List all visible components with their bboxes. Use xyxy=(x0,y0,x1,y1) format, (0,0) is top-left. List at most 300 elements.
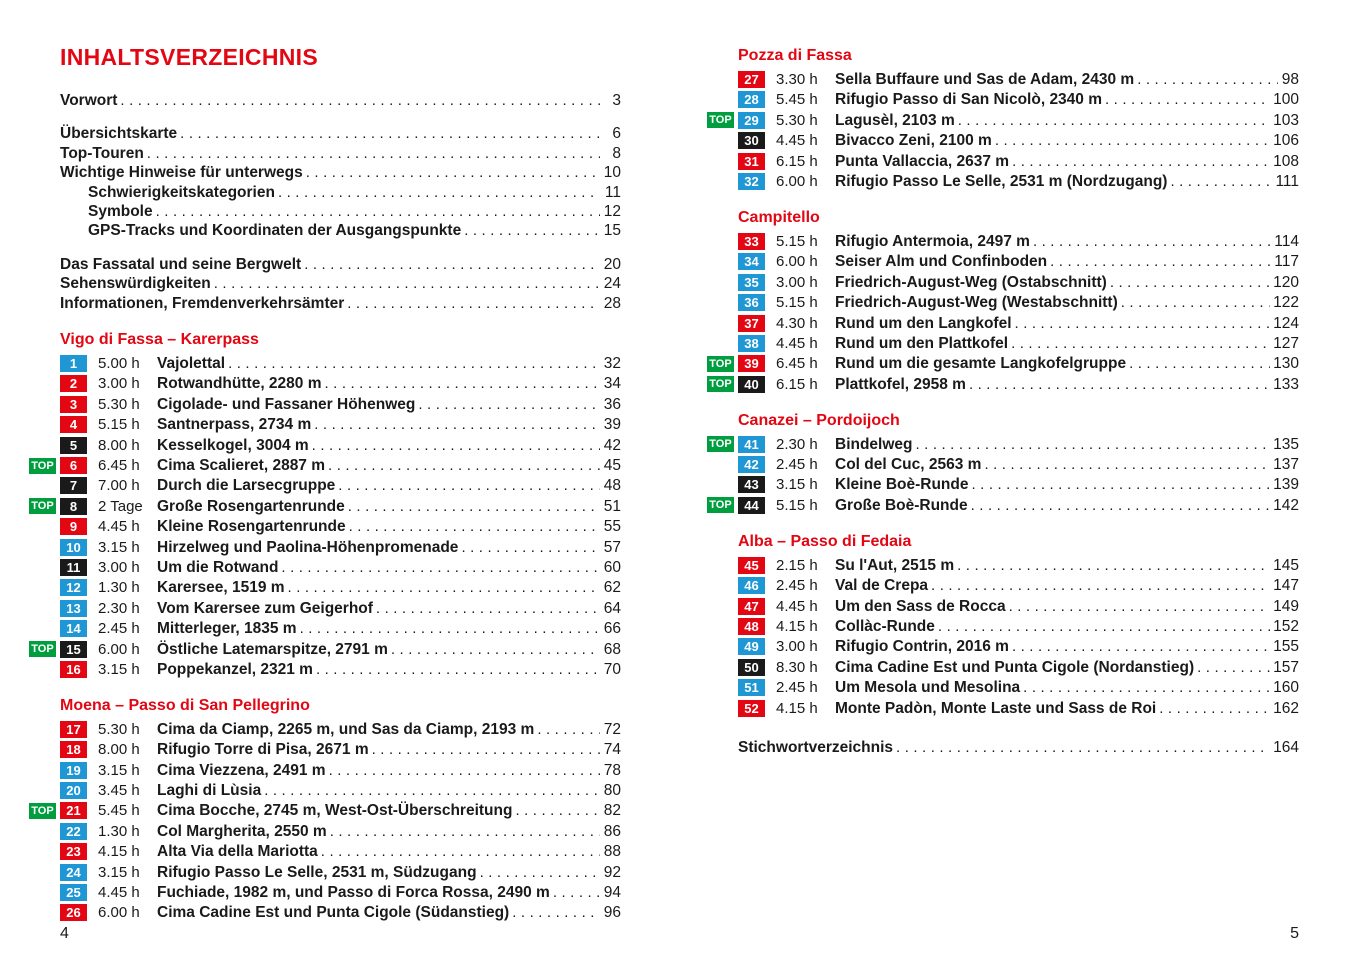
tour-row xyxy=(31,457,621,475)
dot-leader xyxy=(329,762,600,779)
toc-entry-label: Das Fassatal und seine Bergwelt xyxy=(60,255,302,273)
tour-duration: 2.45 h xyxy=(776,577,818,595)
dot-leader xyxy=(1015,315,1271,332)
tour-page: 142 xyxy=(1273,496,1299,514)
tour-page: 78 xyxy=(603,761,621,779)
tour-row xyxy=(738,476,1299,494)
tour-duration: 6.15 h xyxy=(776,152,818,170)
dot-leader xyxy=(1110,274,1270,291)
tour-row xyxy=(738,335,1299,353)
tour-row xyxy=(738,598,1299,616)
top-tour-badge: TOP xyxy=(29,641,56,657)
dot-leader xyxy=(1197,659,1270,676)
tour-number-badge: 42 xyxy=(738,456,765,473)
toc-entry-page: 8 xyxy=(612,144,621,162)
toc-entry-page: 24 xyxy=(603,275,621,293)
tour-title: Um die Rotwand xyxy=(157,558,279,576)
tour-title: Um Mesola und Mesolina xyxy=(835,679,1021,697)
tour-duration: 4.45 h xyxy=(776,597,818,615)
dot-leader xyxy=(120,91,600,110)
tour-page: 155 xyxy=(1273,638,1299,656)
tour-row xyxy=(60,600,621,618)
toc-section xyxy=(31,696,621,923)
dot-leader xyxy=(1009,598,1271,615)
tour-title: Um den Sass de Rocca xyxy=(835,597,1006,615)
toc-entry xyxy=(60,221,621,240)
toc-entry-label: Übersichtskarte xyxy=(60,125,178,143)
tour-title: Rifugio Passo Le Selle, 2531 m, Südzugang xyxy=(157,863,477,881)
tour-page: 72 xyxy=(603,720,621,738)
tour-number-badge: 43 xyxy=(738,476,765,493)
tour-page: 45 xyxy=(603,457,621,475)
tour-number-badge: 28 xyxy=(738,91,765,108)
tour-row xyxy=(60,741,621,759)
dot-leader xyxy=(372,741,600,758)
tour-row xyxy=(738,294,1299,312)
section-heading: Canazei – Pordoijoch xyxy=(738,411,900,429)
tour-number-badge: 22 xyxy=(60,823,87,840)
dot-leader xyxy=(1012,153,1270,170)
page-left xyxy=(31,0,621,925)
tour-page: 74 xyxy=(603,741,621,759)
tour-title: Cima Bocche, 2745 m, West-Ost-Überschreitung xyxy=(157,802,513,820)
tour-number-badge: 46 xyxy=(738,577,765,594)
dot-leader xyxy=(480,864,600,881)
tour-page: 124 xyxy=(1273,314,1299,332)
tour-page: 70 xyxy=(603,660,621,678)
dot-leader xyxy=(916,436,1271,453)
toc-entry-page: 12 xyxy=(603,203,621,221)
tour-duration: 4.45 h xyxy=(98,518,140,536)
dot-leader xyxy=(984,456,1270,473)
tour-number-badge: 38 xyxy=(738,335,765,352)
tour-duration: 4.45 h xyxy=(98,884,140,902)
toc-entry-page: 28 xyxy=(603,294,621,312)
tour-row xyxy=(60,823,621,841)
tour-title: Col Margherita, 2550 m xyxy=(157,822,327,840)
tour-title: Kesselkogel, 3004 m xyxy=(157,436,309,454)
tour-title: Rifugio Torre di Pisa, 2671 m xyxy=(157,741,369,759)
tour-duration: 2.15 h xyxy=(776,556,818,574)
tour-duration: 3.15 h xyxy=(98,863,140,881)
dot-leader xyxy=(1105,91,1270,108)
dot-leader xyxy=(958,112,1270,129)
tour-title: Große Rosengartenrunde xyxy=(157,497,345,515)
page-right xyxy=(709,0,1299,757)
index-entry xyxy=(738,738,1299,757)
tour-duration: 3.00 h xyxy=(776,638,818,656)
toc-entry-page: 11 xyxy=(604,183,621,201)
toc-entry xyxy=(60,91,621,110)
toc-entry xyxy=(60,144,621,163)
tour-number-badge: 39 xyxy=(738,355,765,372)
dot-leader xyxy=(391,641,600,658)
tour-number-badge: 48 xyxy=(738,618,765,635)
toc-section xyxy=(738,532,1299,718)
tour-duration: 5.45 h xyxy=(776,91,818,109)
tour-row xyxy=(60,904,621,922)
tour-title: Cima Cadine Est und Punta Cigole (Nordanstieg) xyxy=(835,658,1195,676)
tour-number-badge: 14 xyxy=(60,620,87,637)
dot-leader xyxy=(347,294,600,313)
tour-duration: 3.15 h xyxy=(776,476,818,494)
top-tour-badge: TOP xyxy=(707,112,734,128)
dot-leader xyxy=(376,600,600,617)
dot-leader xyxy=(304,255,600,274)
dot-leader xyxy=(995,132,1270,149)
tour-title: Hirzelweg und Paolina-Höhenpromenade xyxy=(157,538,459,556)
tour-page: 88 xyxy=(603,843,621,861)
section-heading: Alba – Passo di Fedaia xyxy=(738,532,912,550)
tour-row xyxy=(60,762,621,780)
section-heading: Moena – Passo di San Pellegrino xyxy=(60,696,310,714)
tour-row xyxy=(60,843,621,861)
tour-duration: 3.15 h xyxy=(98,761,140,779)
tour-duration: 2 Tage xyxy=(98,497,143,515)
tour-row xyxy=(60,518,621,536)
index-entry-label: Stichwortverzeichnis xyxy=(738,738,894,756)
dot-leader xyxy=(512,904,600,921)
tour-row xyxy=(60,477,621,495)
tour-row xyxy=(738,153,1299,171)
tour-page: 48 xyxy=(603,477,621,495)
toc-entry xyxy=(60,202,621,221)
tour-duration: 8.00 h xyxy=(98,436,140,454)
tour-title: Cigolade- und Fassaner Höhenweg xyxy=(157,395,416,413)
dot-leader xyxy=(1033,233,1271,250)
dot-leader xyxy=(264,782,600,799)
tour-number-badge: 51 xyxy=(738,679,765,696)
toc-entry-label: Schwierigkeitskategorien xyxy=(88,183,275,201)
tour-duration: 6.45 h xyxy=(776,355,818,373)
tour-page: 66 xyxy=(603,620,621,638)
tour-duration: 2.45 h xyxy=(98,620,140,638)
tour-title: Rifugio Contrin, 2016 m xyxy=(835,638,1009,656)
tour-row xyxy=(738,233,1299,251)
dot-leader xyxy=(314,416,600,433)
tour-title: Große Boè-Runde xyxy=(835,496,968,514)
tour-duration: 4.15 h xyxy=(98,843,140,861)
tour-number-badge: 16 xyxy=(60,661,87,678)
tour-title: Alta Via della Mariotta xyxy=(157,843,318,861)
toc-entry xyxy=(60,163,621,182)
tour-row xyxy=(738,638,1299,656)
tour-page: 139 xyxy=(1273,476,1299,494)
tour-page: 57 xyxy=(603,538,621,556)
tour-title: Col del Cuc, 2563 m xyxy=(835,456,982,474)
left-sections xyxy=(31,330,621,922)
tour-number-badge: 44 xyxy=(738,497,765,514)
tour-row xyxy=(60,864,621,882)
tour-row xyxy=(31,802,621,820)
tour-row xyxy=(60,416,621,434)
tour-number-badge: 5 xyxy=(60,437,87,454)
toc-entry xyxy=(60,183,621,202)
tour-page: 130 xyxy=(1273,355,1299,373)
toc-section xyxy=(709,411,1299,515)
tour-duration: 5.15 h xyxy=(776,294,818,312)
tour-row xyxy=(60,559,621,577)
tour-number-badge: 19 xyxy=(60,762,87,779)
tour-title: Cima Viezzena, 2491 m xyxy=(157,761,326,779)
dot-leader xyxy=(461,539,600,556)
tour-duration: 5.15 h xyxy=(776,496,818,514)
tour-duration: 6.00 h xyxy=(98,640,140,658)
dot-leader xyxy=(1121,294,1270,311)
tour-row xyxy=(60,375,621,393)
dot-leader xyxy=(1159,700,1270,717)
tour-number-badge: 45 xyxy=(738,557,765,574)
tour-number-badge: 27 xyxy=(738,71,765,88)
toc-entry-label: Wichtige Hinweise für unterwegs xyxy=(60,164,303,182)
front-matter-group xyxy=(60,255,621,313)
index-entry-page: 164 xyxy=(1273,738,1299,756)
tour-row xyxy=(738,577,1299,595)
tour-duration: 8.30 h xyxy=(776,658,818,676)
tour-duration: 5.15 h xyxy=(776,232,818,250)
dot-leader xyxy=(1023,679,1270,696)
tour-page: 108 xyxy=(1273,152,1299,170)
tour-title: Cima Scalieret, 2887 m xyxy=(157,457,326,475)
tour-title: Collàc-Runde xyxy=(835,618,935,636)
tour-duration: 2.45 h xyxy=(776,679,818,697)
tour-title: Cima Cadine Est und Punta Cigole (Südanstieg) xyxy=(157,904,510,922)
tour-row xyxy=(738,173,1299,191)
tour-number-badge: 7 xyxy=(60,477,87,494)
tour-duration: 2.30 h xyxy=(776,435,818,453)
tour-page: 68 xyxy=(603,640,621,658)
tour-page: 94 xyxy=(603,884,621,902)
tour-number-badge: 31 xyxy=(738,153,765,170)
tour-number-badge: 9 xyxy=(60,518,87,535)
tour-title: Plattkofel, 2958 m xyxy=(835,375,966,393)
dot-leader xyxy=(537,721,600,738)
tour-number-badge: 23 xyxy=(60,843,87,860)
tour-row xyxy=(60,437,621,455)
tour-duration: 1.30 h xyxy=(98,579,140,597)
dot-leader xyxy=(321,843,600,860)
tour-title: Rifugio Passo Le Selle, 2531 m (Nordzugang) xyxy=(835,172,1168,190)
tour-title: Su l'Aut, 2515 m xyxy=(835,556,955,574)
tour-duration: 5.15 h xyxy=(98,416,140,434)
section-heading: Campitello xyxy=(738,208,820,226)
tour-row xyxy=(738,557,1299,575)
tour-duration: 5.30 h xyxy=(98,720,140,738)
tour-row xyxy=(60,539,621,557)
tour-duration: 3.00 h xyxy=(776,273,818,291)
tour-number-badge: 13 xyxy=(60,600,87,617)
tour-row xyxy=(709,435,1299,454)
dot-leader xyxy=(971,497,1271,514)
tour-page: 42 xyxy=(603,436,621,454)
tour-row xyxy=(738,253,1299,271)
dot-leader xyxy=(464,221,600,240)
toc-entry-page: 20 xyxy=(603,255,621,273)
tour-title: Friedrich-August-Weg (Westabschnitt) xyxy=(835,294,1118,312)
tour-duration: 3.00 h xyxy=(98,375,140,393)
tour-row xyxy=(31,497,621,516)
tour-page: 103 xyxy=(1273,111,1299,129)
tour-page: 51 xyxy=(603,497,621,515)
tour-page: 133 xyxy=(1273,375,1299,393)
tour-title: Sella Buffaure und Sas de Adam, 2430 m xyxy=(835,71,1135,88)
tour-duration: 5.45 h xyxy=(98,802,140,820)
tour-duration: 4.45 h xyxy=(776,334,818,352)
tour-row xyxy=(60,884,621,902)
tour-title: Bindelweg xyxy=(835,435,913,453)
dot-leader xyxy=(515,802,600,819)
tour-page: 149 xyxy=(1273,597,1299,615)
tour-title: Rotwandhütte, 2280 m xyxy=(157,375,322,393)
dot-leader xyxy=(1137,71,1278,88)
tour-number-badge: 2 xyxy=(60,375,87,392)
tour-title: Bivacco Zeni, 2100 m xyxy=(835,132,992,150)
tour-page: 32 xyxy=(603,355,621,373)
tour-title: Rund um die gesamte Langkofelgruppe xyxy=(835,355,1127,373)
dot-leader xyxy=(1012,638,1270,655)
tour-number-badge: 4 xyxy=(60,416,87,433)
tour-row xyxy=(60,579,621,597)
tour-title: Cima da Ciamp, 2265 m, und Sas da Ciamp, 2193 m xyxy=(157,720,535,738)
tour-row xyxy=(738,618,1299,636)
tour-number-badge: 10 xyxy=(60,539,87,556)
toc-entry-label: Symbole xyxy=(88,203,153,221)
tour-page: 82 xyxy=(603,802,621,820)
tour-title: Poppekanzel, 2321 m xyxy=(157,660,313,678)
tour-title: Friedrich-August-Weg (Ostabschnitt) xyxy=(835,273,1107,291)
top-tour-badge: TOP xyxy=(29,498,56,514)
tour-title: Rund um den Langkofel xyxy=(835,314,1012,332)
tour-page: 34 xyxy=(603,375,621,393)
toc-entry-label: Vorwort xyxy=(60,92,118,109)
tour-number-badge: 37 xyxy=(738,315,765,332)
tour-title: Lagusèl, 2103 m xyxy=(835,111,955,129)
dot-leader xyxy=(896,738,1270,757)
tour-number-badge: 47 xyxy=(738,598,765,615)
tour-number-badge: 50 xyxy=(738,659,765,676)
tour-duration: 5.30 h xyxy=(98,395,140,413)
tour-title: Kleine Boè-Runde xyxy=(835,476,969,494)
tour-row xyxy=(738,132,1299,150)
tour-page: 162 xyxy=(1273,699,1299,717)
tour-title: Kleine Rosengartenrunde xyxy=(157,518,346,536)
top-tour-badge: TOP xyxy=(707,356,734,372)
tour-page: 122 xyxy=(1273,294,1299,312)
tour-page: 39 xyxy=(603,416,621,434)
toc-entry xyxy=(60,255,621,274)
tour-duration: 8.00 h xyxy=(98,741,140,759)
tour-number-badge: 35 xyxy=(738,274,765,291)
tour-duration: 5.30 h xyxy=(776,111,818,129)
tour-row xyxy=(738,456,1299,474)
tour-duration: 6.00 h xyxy=(776,253,818,271)
tour-row xyxy=(709,496,1299,515)
tour-duration: 3.00 h xyxy=(98,558,140,576)
top-tour-badge: TOP xyxy=(707,376,734,392)
toc-entry-page: 15 xyxy=(603,222,621,240)
dot-leader xyxy=(1050,253,1271,270)
tour-page: 92 xyxy=(603,863,621,881)
toc-entry-page: 6 xyxy=(612,125,621,143)
tour-duration: 2.45 h xyxy=(776,456,818,474)
tour-duration: 4.30 h xyxy=(776,314,818,332)
tour-number-badge: 21 xyxy=(60,802,87,819)
tour-row xyxy=(738,91,1299,109)
tour-title: Rifugio Passo di San Nicolò, 2340 m xyxy=(835,91,1103,109)
tour-row xyxy=(738,659,1299,677)
dot-leader xyxy=(330,823,600,840)
tour-row xyxy=(60,721,621,739)
toc-section xyxy=(709,208,1299,394)
tour-number-badge: 25 xyxy=(60,884,87,901)
tour-row xyxy=(738,679,1299,697)
tour-number-badge: 20 xyxy=(60,782,87,799)
folio-right: 5 xyxy=(1290,925,1299,942)
dot-leader xyxy=(278,183,600,202)
folio-left: 4 xyxy=(60,925,69,942)
tour-row xyxy=(709,355,1299,373)
tour-number-badge: 17 xyxy=(60,721,87,738)
tour-duration: 1.30 h xyxy=(98,822,140,840)
tour-page: 62 xyxy=(603,579,621,597)
tour-row xyxy=(60,661,621,679)
dot-leader xyxy=(325,375,601,392)
tour-page: 96 xyxy=(603,904,621,922)
tour-page: 86 xyxy=(603,822,621,840)
tour-page: 98 xyxy=(1281,71,1299,88)
tour-row xyxy=(709,375,1299,394)
tour-number-badge: 36 xyxy=(738,294,765,311)
toc-entry-label: Informationen, Fremdenverkehrsämter xyxy=(60,294,345,312)
dot-leader xyxy=(288,579,600,596)
dot-leader xyxy=(971,476,1270,493)
tour-number-badge: 52 xyxy=(738,700,765,717)
tour-number-badge: 33 xyxy=(738,233,765,250)
dot-leader xyxy=(418,396,600,413)
tour-page: 111 xyxy=(1275,172,1299,190)
tour-duration: 3.15 h xyxy=(98,538,140,556)
toc-title: INHALTSVERZEICHNIS xyxy=(60,44,318,70)
dot-leader xyxy=(957,557,1270,574)
tour-row xyxy=(60,782,621,800)
dot-leader xyxy=(300,620,600,637)
tour-row xyxy=(709,111,1299,130)
tour-row xyxy=(738,315,1299,333)
tour-number-badge: 49 xyxy=(738,638,765,655)
dot-leader xyxy=(156,202,600,221)
toc-entry xyxy=(60,124,621,143)
tour-duration: 4.15 h xyxy=(776,699,818,717)
tour-title: Punta Vallaccia, 2637 m xyxy=(835,152,1010,170)
tour-duration: 7.00 h xyxy=(98,477,140,495)
tour-duration: 6.45 h xyxy=(98,457,140,475)
dot-leader xyxy=(1129,355,1270,372)
tour-number-badge: 26 xyxy=(60,904,87,921)
tour-title: Mitterleger, 1835 m xyxy=(157,620,297,638)
tour-title: Val de Crepa xyxy=(835,577,929,595)
top-tour-badge: TOP xyxy=(29,803,56,819)
tour-page: 137 xyxy=(1273,456,1299,474)
dot-leader xyxy=(938,618,1270,635)
dot-leader xyxy=(147,144,600,163)
tour-row xyxy=(738,274,1299,292)
tour-duration: 2.30 h xyxy=(98,599,140,617)
dot-leader xyxy=(180,124,600,143)
tour-duration: 6.00 h xyxy=(776,172,818,190)
toc-entry-page: 3 xyxy=(612,92,621,109)
tour-number-badge: 24 xyxy=(60,864,87,881)
tour-title: Santnerpass, 2734 m xyxy=(157,416,312,434)
